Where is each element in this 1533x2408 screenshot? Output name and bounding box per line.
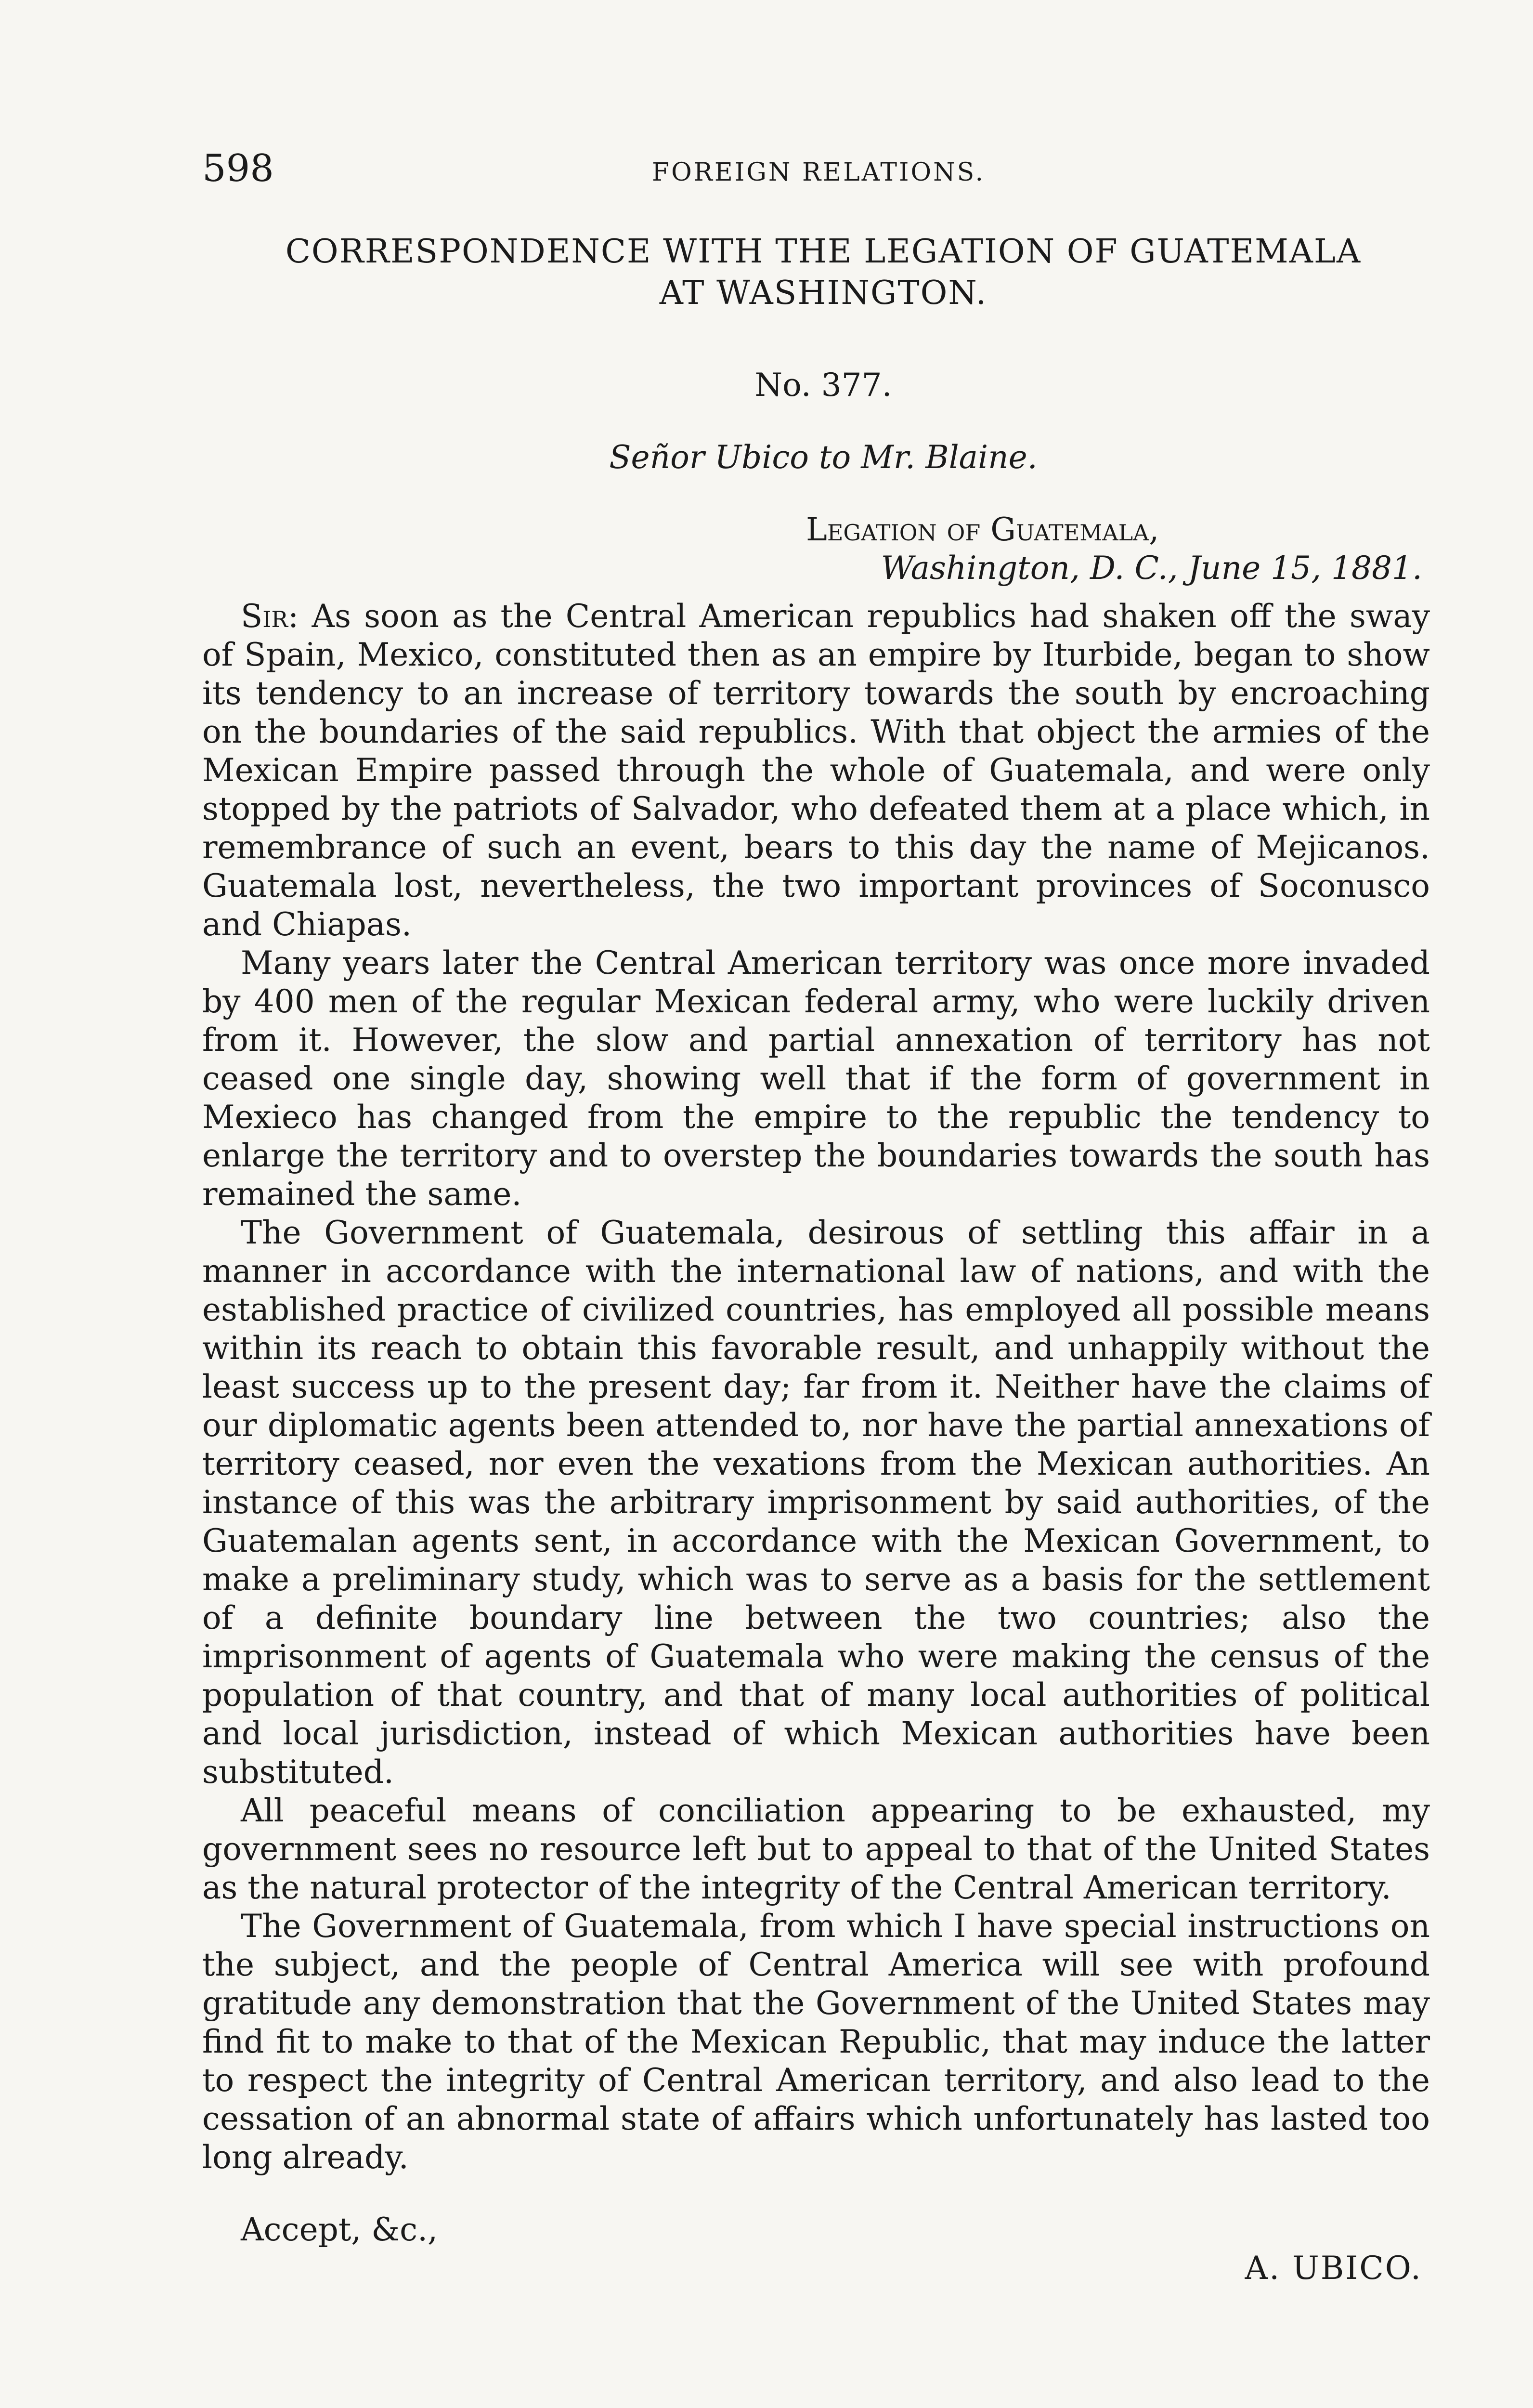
page-number: 598 bbox=[202, 147, 274, 190]
document-number: No. 377. bbox=[754, 366, 892, 404]
paragraph-3: The Government of Guatemala, desirous of settling this affair in a manner in accordance with the international law of nations, and with the established practice of civilized countries, has employed all possible means within its reach to obtain this favorable result, and unhappily without the least success up to the present day; far from it. Neither have the claims of our diplomatic agents been attended to, nor have the partial annexations of territory ceased, nor even the vexations from the Mexican authorities. An instance of this was the arbitrary imprisonment by said authorities, of the Guatemalan agents sent, in accordance with the Mexican Government, to make a preliminary study, which was to serve as a basis for the settlement of a definite boundary line between the two countries; also the imprisonment of agents of Guatemala who were making the census of the population of that country, and that of many local authorities of political and local jurisdiction, instead of which Mexican authorities have been substituted. bbox=[202, 1214, 1430, 1791]
salutation: Sir: bbox=[241, 598, 299, 635]
closing: Accept, &c., bbox=[241, 2211, 438, 2248]
dateline bbox=[748, 510, 1422, 588]
section-heading-line-1: CORRESPONDENCE WITH THE LEGATION OF GUATEMALA bbox=[285, 233, 1362, 271]
dateline-place: Legation of Guatemala, bbox=[806, 511, 1159, 548]
running-head bbox=[202, 144, 1435, 193]
paragraph-1-text: As soon as the Central American republics had shaken off the sway of Spain, Mexico, constituted then as an empire by Iturbide, began to show its tendency to an increase of territory towards the south by encroaching on the boundaries of the said republics. With that object the armies of the Mexican Empire passed through the whole of Guatemala, and were only stopped by the patriots of Salvador, who defeated them at a place which, in remembrance of such an event, bears to this day the name of Mejicanos. Guatemala lost, nevertheless, the two important provinces of Soconusco and Chiapas. bbox=[202, 598, 1430, 943]
dateline-date: Washington, D. C., June 15, 1881. bbox=[881, 550, 1422, 587]
paragraph-1 bbox=[202, 597, 1430, 944]
section-heading bbox=[202, 231, 1444, 314]
paragraph-2: Many years later the Central American territory was once more invaded by 400 men of the regular Mexican federal army, who were luckily driven from it. However, the slow and partial annexation of territory has not ceased one single day, showing well that if the form of government in Mexieco has changed from the empire to the republic the tendency to enlarge the territory and to overstep the boundaries towards the south has remained the same. bbox=[202, 944, 1430, 1213]
signature: A. UBICO. bbox=[1245, 2250, 1422, 2287]
running-title: FOREIGN RELATIONS. bbox=[652, 158, 985, 187]
letter-body bbox=[202, 597, 1430, 2177]
section-heading-line-2: AT WASHINGTON. bbox=[659, 274, 987, 312]
document-title: Señor Ubico to Mr. Blaine. bbox=[609, 439, 1038, 476]
paragraph-5: The Government of Guatemala, from which I have special instructions on the subject, and the people of Central America will see with profound gratitude any demonstration that the Government of the United States may find fit to make to that of the Mexican Republic, that may induce the latter to respect the integrity of Central American territory, and also lead to the cessation of an abnormal state of affairs which unfortunately has lasted too long already. bbox=[202, 1908, 1430, 2176]
paragraph-4: All peaceful means of conciliation appearing to be exhausted, my government sees no resource left but to appeal to that of the United States as the natural protector of the integrity of the Central American territory. bbox=[202, 1792, 1430, 1906]
